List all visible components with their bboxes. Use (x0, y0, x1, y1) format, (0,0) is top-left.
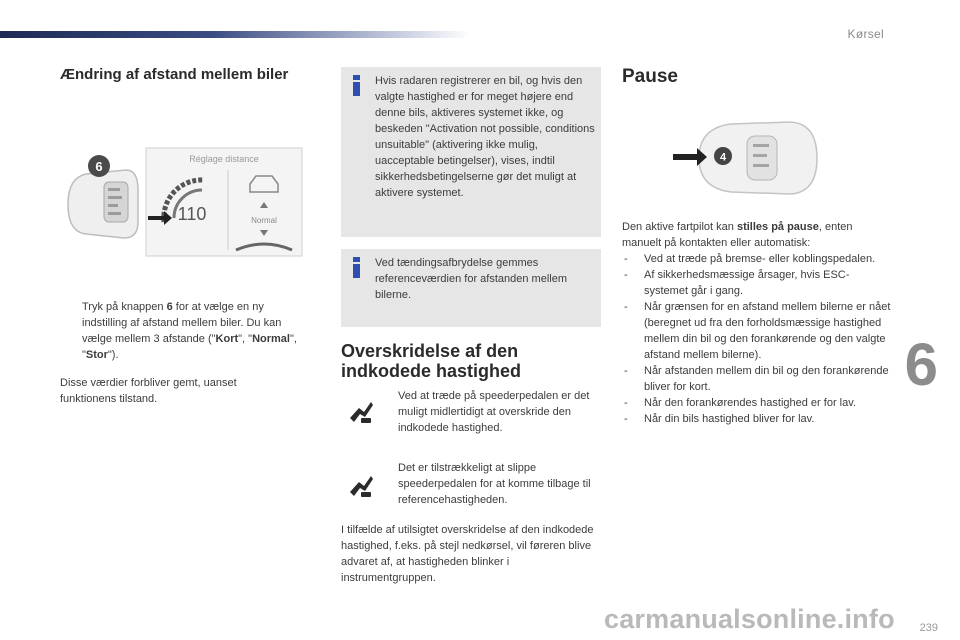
pause-intro: Den aktive fartpilot kan stilles på pause, enten manuelt på kontakten eller automatisk: (622, 221, 853, 249)
watermark: carmanualsonline.info (604, 604, 895, 634)
panel-title: Réglage distance (189, 154, 259, 164)
distance-instruction (60, 299, 300, 363)
distance-heading: Ændring af afstand mellem biler (60, 66, 289, 83)
memory-note: Disse værdier forbliver gemt, uanset funktionens tilstand. (60, 377, 237, 405)
callout-6: 6 (95, 159, 103, 174)
distance-option-label: Normal (251, 216, 277, 225)
pedal-text: Ved at træde på speederpedalen er det muligt midlertidigt at overskride den indkodede hastighed. (398, 390, 590, 434)
pause-heading: Pause (622, 66, 678, 87)
callout-4: 4 (719, 151, 727, 164)
instruction-text: Tryk på knappen 6 for at vælge en ny indstilling af afstand mellem biler. Du kan vælge mellem 3 afstande ("Kort", "Normal", "Stor"). (82, 301, 297, 361)
info-box-radar (341, 67, 601, 237)
page-number: 239 (919, 622, 938, 634)
list-item: - Ved at træde på bremse- eller koblingspedalen. (624, 253, 876, 265)
accelerator-pedal-icon (347, 398, 375, 426)
list-item: - Når den forankørendes hastighed er for lav. (624, 397, 856, 409)
overspeed-warning-text: I tilfælde af utilsigtet overskridelse af den indkodede hastighed, f.eks. på stejl nedkørsel, vil føreren blive advaret af, at hastigheden blinker i instrumentgruppen. (341, 524, 594, 584)
info-icon (353, 75, 360, 97)
pedal-text: Det er tilstrækkeligt at slippe speederpedalen for at komme tilbage til referencehastigheden. (398, 462, 591, 506)
info-text: Hvis radaren registrerer en bil, og hvis den valgte hastighed er for meget højere end denne bils, aktiveres systemet ikke, og beskeden "Activation not possible, conditions unsuitable" (aktivering ikke mulig, uacceptable betingelser), vises, indtil sikkerhedsbetingelserne gør det muligt at aktivere systemet. (375, 75, 595, 199)
info-text: Ved tændingsafbrydelse gemmes referenceværdien for afstanden mellem bilerne. (375, 257, 567, 301)
list-item: - Når afstanden mellem din bil og den forankørende bliver for kort. (624, 365, 889, 393)
info-box-ignition (341, 249, 601, 327)
header-bar (0, 31, 470, 38)
section-label: Kørsel (847, 27, 884, 41)
list-item: - Når din bils hastighed bliver for lav. (624, 413, 815, 425)
info-icon (353, 257, 360, 279)
accelerator-pedal-icon (347, 472, 375, 500)
overspeed-heading: Overskridelse af den indkodede hastighed (341, 341, 522, 381)
pause-button-illustration (671, 118, 821, 198)
pause-conditions-list (622, 251, 892, 427)
chapter-number: 6 (904, 331, 938, 398)
list-item: - Når grænsen for en afstand mellem bilerne er nået (beregnet ud fra den forholdsmæssige hastighed mellem din bil og den forankørende og den valgte afstand mellem bilerne). (624, 301, 891, 361)
distance-adjust-illustration (64, 146, 304, 258)
speed-readout: 110 (177, 204, 207, 224)
list-item: - Af sikkerhedsmæssige årsager, hvis ESC-systemet går i gang. (624, 269, 850, 297)
